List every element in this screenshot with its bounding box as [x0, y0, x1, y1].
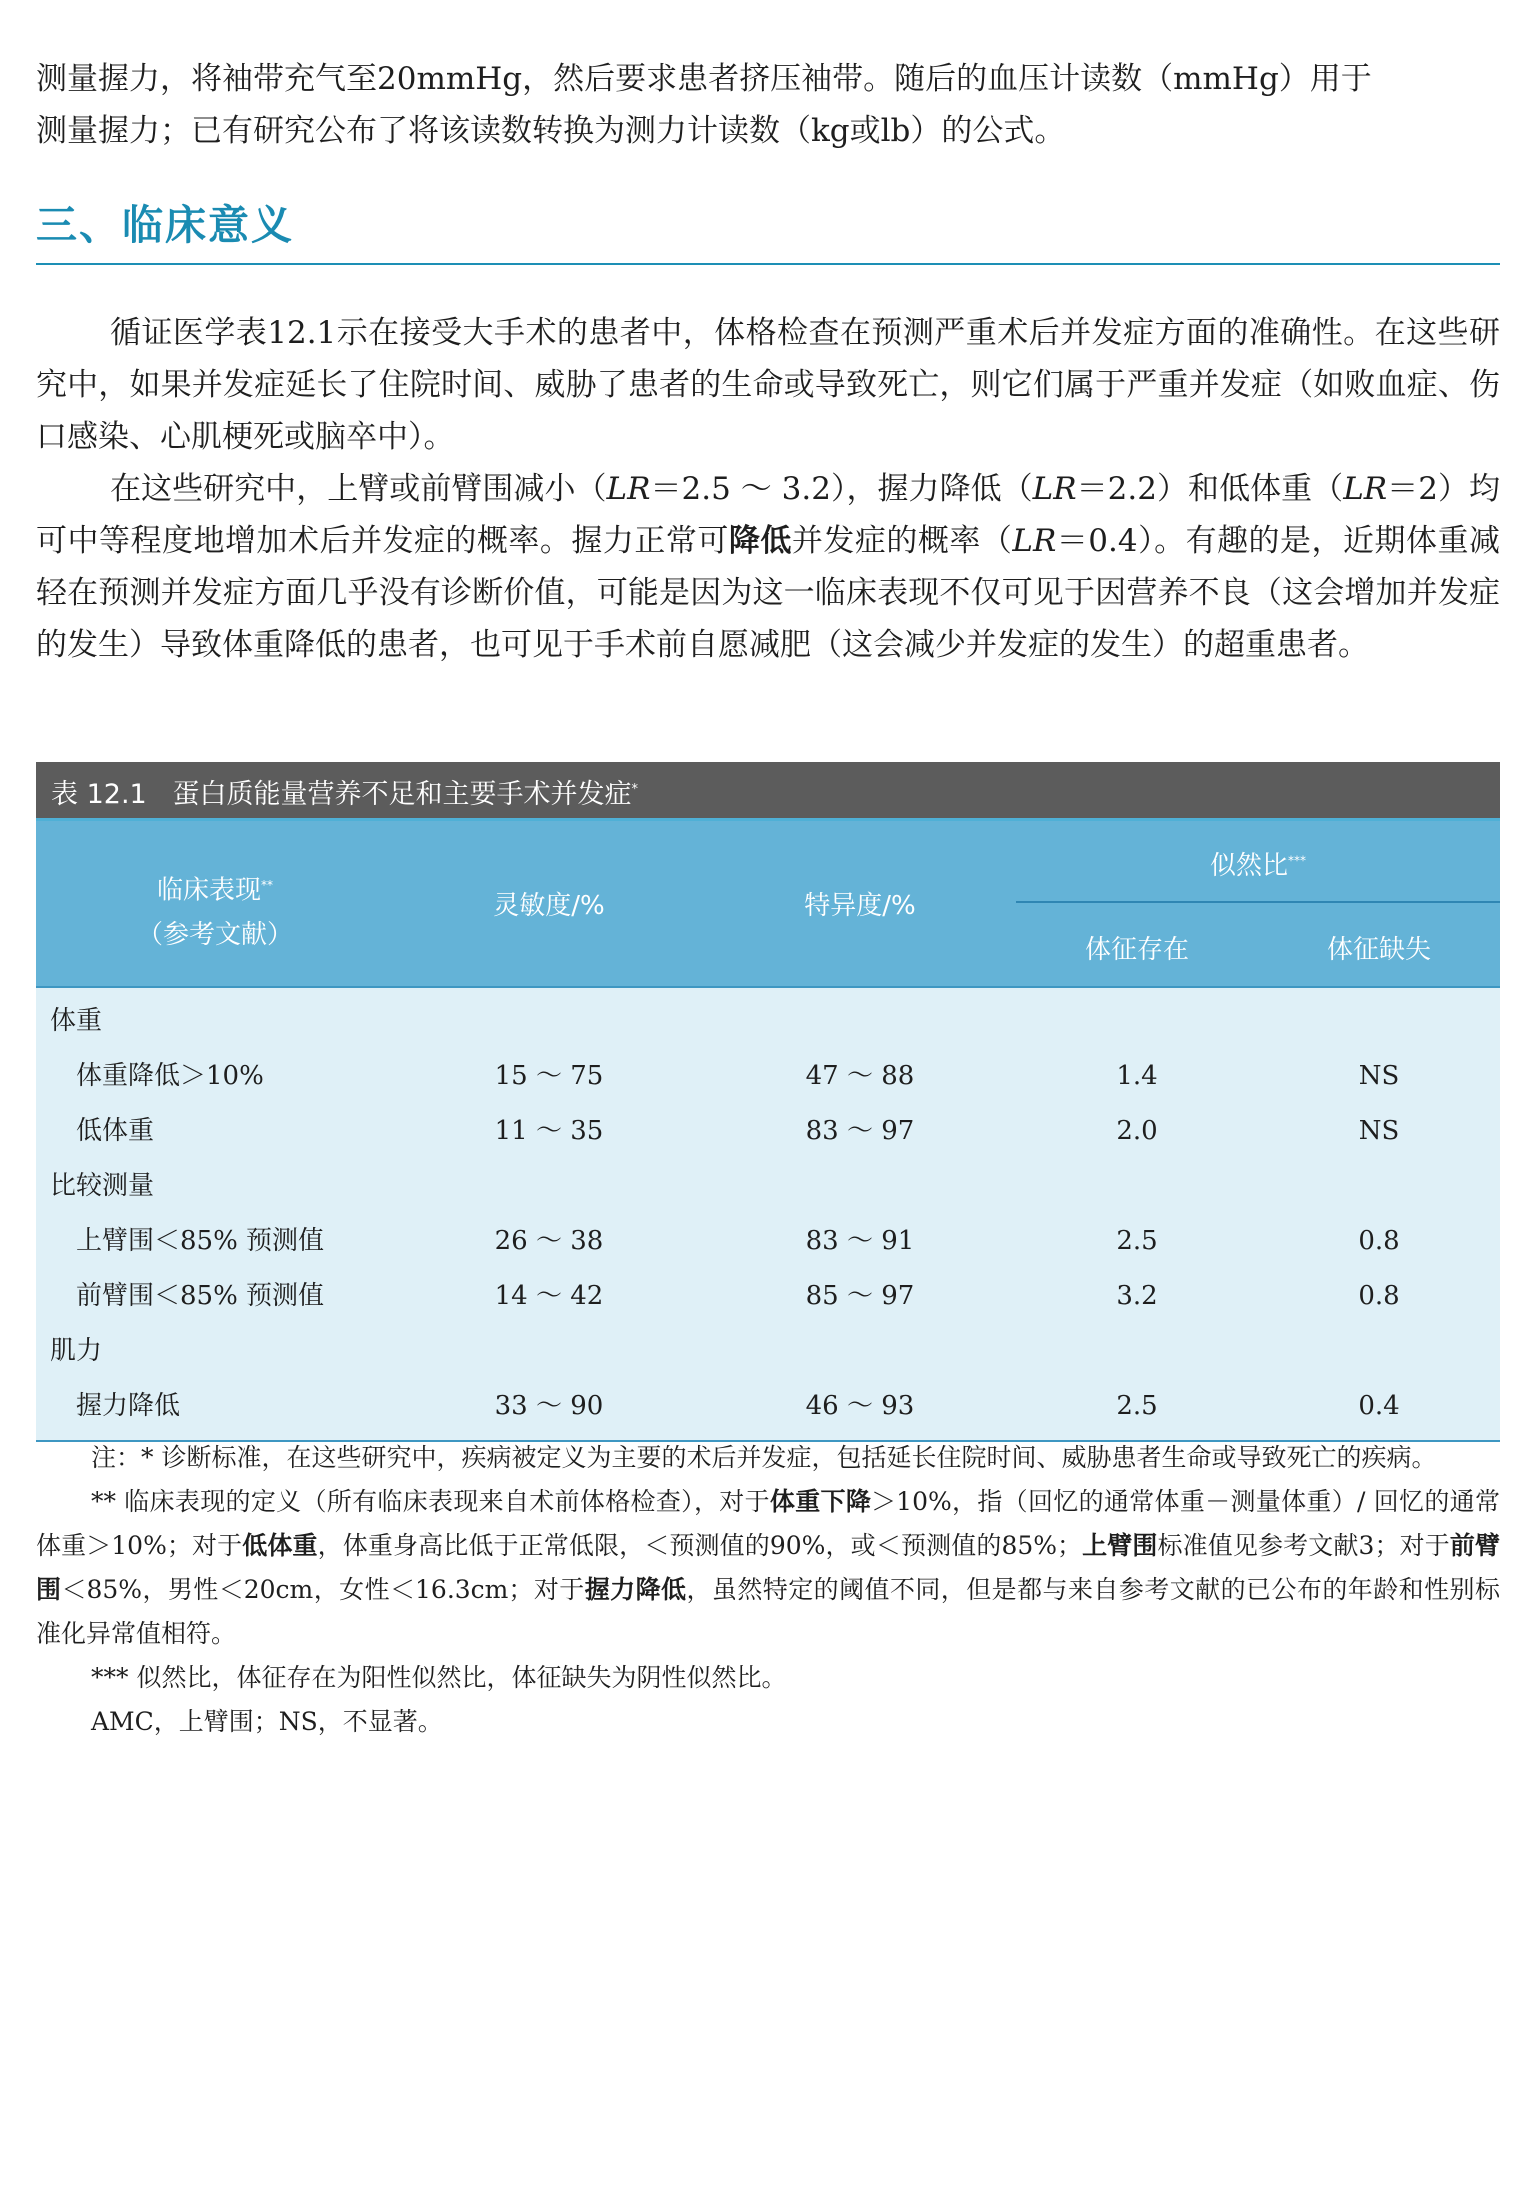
intro-line-1: 测量握力，将袖带充气至20mmHg，然后要求患者挤压袖带。随后的血压计读数（mmHg）用于: [36, 61, 1372, 97]
table-title: 蛋白质能量营养不足和主要手术并发症: [172, 779, 632, 810]
specificity-cell: 46 ～ 93: [805, 1391, 915, 1421]
table-category-row: [36, 1324, 1500, 1379]
table-row: [36, 1379, 1500, 1434]
specificity-cell: 83 ～ 91: [805, 1226, 915, 1256]
finding-label: 握力降低: [76, 1391, 181, 1421]
sensitivity-cell: 11 ～ 35: [494, 1116, 604, 1146]
table-caption: [36, 762, 1500, 821]
category-label: 肌力: [50, 1336, 103, 1366]
table-header: [36, 821, 1500, 988]
lr-absent-cell: 0.8: [1358, 1226, 1400, 1256]
specificity-cell: 47 ～ 88: [805, 1061, 915, 1091]
header-sensitivity: 灵敏度/%: [493, 891, 605, 921]
lr-present-cell: 2.5: [1116, 1226, 1158, 1256]
table-body: [36, 988, 1500, 1442]
page-body: [36, 0, 1500, 671]
paragraph-2: 在这些研究中，上臂或前臂围减小（LR＝2.5 ～ 3.2），握力降低（LR＝2.2）和低体重（LR＝2）均可中等程度地增加术后并发症的概率。握力正常可降低并发症的概率（LR＝0.4）。有趣的是，近期体重减轻在预测并发症方面几乎没有诊断价值，可能是因为这一临床表现不仅可见于因营养不良（这会增加并发症的发生）导致体重降低的患者，也可见于手术前自愿减肥（这会减少并发症的发生）的超重患者。: [36, 471, 1501, 663]
table-number: 表 12.1: [51, 779, 147, 810]
header-present: 体征存在: [1084, 935, 1189, 965]
finding-label: 上臂围＜85% 预测值: [76, 1226, 325, 1256]
specificity-cell: 85 ～ 97: [805, 1281, 915, 1311]
emphasis-reduce: 降低: [728, 523, 792, 559]
header-finding: 临床表现** （参考文献）: [136, 875, 293, 950]
evidence-table: [36, 762, 1500, 1442]
sensitivity-cell: 26 ～ 38: [494, 1226, 604, 1256]
table-category-row: [36, 994, 1500, 1049]
header-divider: [1016, 901, 1500, 903]
category-label: 比较测量: [50, 1171, 155, 1201]
specificity-cell: 83 ～ 97: [805, 1116, 915, 1146]
lr-absent-cell: 0.4: [1358, 1391, 1400, 1421]
note-2: ** 临床表现的定义（所有临床表现来自术前体格检查），对于体重下降＞10%，指（回忆的通常体重－测量体重）/ 回忆的通常体重＞10%；对于低体重，体重身高比低于正常低限，＜预测值的90%，或＜预测值的85%；上臂围标准值见参考文献3；对于前臂围＜85%，男性＜20cm，女性＜16.3cm；对于握力降低，虽然特定的阈值不同，但是都与来自参考文献的已公布的年龄和性别标准化异常值相符。: [36, 1487, 1500, 1648]
table-category-row: [36, 1159, 1500, 1214]
table-row: [36, 1214, 1500, 1269]
lr-absent-cell: NS: [1358, 1116, 1400, 1146]
finding-label: 前臂围＜85% 预测值: [76, 1281, 325, 1311]
lr-present-cell: 1.4: [1116, 1061, 1158, 1091]
paragraph-1: 循证医学表12.1示在接受大手术的患者中，体格检查在预测严重术后并发症方面的准确性。在这些研究中，如果并发症延长了住院时间、威胁了患者的生命或导致死亡，则它们属于严重并发症（如败血症、伤口感染、心肌梗死或脑卒中）。: [36, 315, 1500, 455]
lr-present-cell: 2.5: [1116, 1391, 1158, 1421]
section-title: 三、临床意义: [36, 195, 1500, 265]
header-specificity: 特异度/%: [804, 891, 916, 921]
lr-present-cell: 3.2: [1116, 1281, 1158, 1311]
header-finding-ref: （参考文献）: [136, 919, 293, 950]
lr-absent-cell: 0.8: [1358, 1281, 1400, 1311]
table-row: [36, 1269, 1500, 1324]
sensitivity-cell: 33 ～ 90: [494, 1391, 604, 1421]
finding-label: 低体重: [76, 1116, 155, 1146]
intro-line-2: 测量握力；已有研究公布了将该读数转换为测力计读数（kg或lb）的公式。: [36, 113, 1066, 149]
header-absent: 体征缺失: [1326, 935, 1431, 965]
note-3: *** 似然比，体征存在为阳性似然比，体征缺失为阴性似然比。: [91, 1663, 787, 1692]
category-label: 体重: [50, 1006, 103, 1036]
clinical-significance-text: [36, 307, 1500, 671]
lr-absent-cell: NS: [1358, 1061, 1400, 1091]
intro-paragraph: [36, 53, 1500, 157]
header-likelihood-ratio: 似然比***: [1209, 851, 1306, 881]
note-1: 注：* 诊断标准，在这些研究中，疾病被定义为主要的术后并发症，包括延长住院时间、威胁患者生命或导致死亡的疾病。: [91, 1443, 1437, 1472]
sensitivity-cell: 15 ～ 75: [494, 1061, 604, 1091]
table-notes: [36, 1436, 1500, 1744]
lr-present-cell: 2.0: [1116, 1116, 1158, 1146]
table-row: [36, 1049, 1500, 1104]
sensitivity-cell: 14 ～ 42: [494, 1281, 604, 1311]
finding-label: 体重降低＞10%: [76, 1061, 264, 1091]
table-row: [36, 1104, 1500, 1159]
note-4: AMC，上臂围；NS，不显著。: [91, 1707, 443, 1736]
table-title-mark: *: [631, 782, 638, 797]
